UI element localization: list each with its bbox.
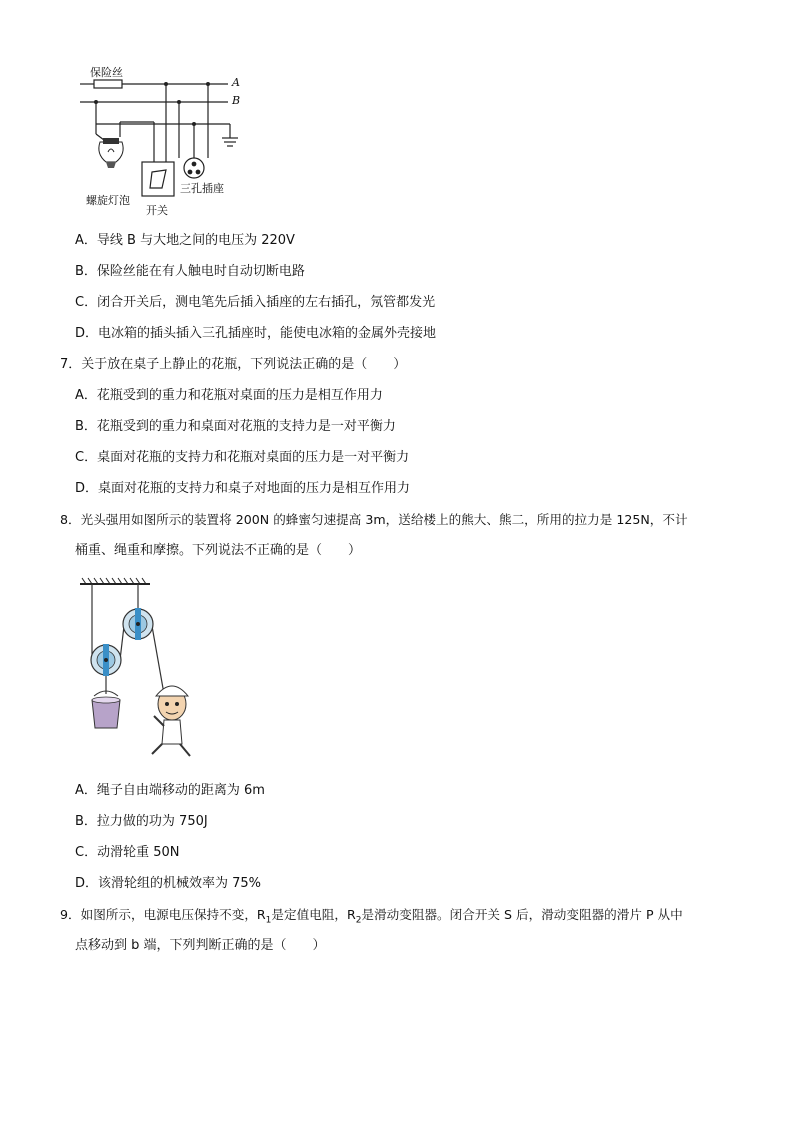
q7-stem: 7．关于放在桌子上静止的花瓶，下列说法正确的是（ ） [60,357,407,372]
q8-option-b: B．拉力做的功为 750J [75,814,208,829]
socket-label: 三孔插座 [180,182,224,195]
bulb-icon [99,138,123,168]
line-a-label: A [232,76,240,89]
q8-stem-line2: 桶重、绳重和摩擦。下列说法不正确的是（ ） [75,543,362,558]
q6-option-b: B．保险丝能在有人触电时自动切断电路 [75,264,305,279]
q9-stem-line1 [60,907,683,929]
q8-stem-line1: 8．光头强用如图所示的装置将 200N 的蜂蜜匀速提高 3m，送给楼上的熊大、熊二，所用的拉力是 125N，不计 [60,512,688,527]
q9-text-part1: 9．如图所示，电源电压保持不变，R [60,907,266,922]
fuse-label: 保险丝 [90,66,123,79]
switch-label: 开关 [146,204,168,217]
q7-option-a: A．花瓶受到的重力和花瓶对桌面的压力是相互作用力 [75,388,383,403]
q9-text-part2: 是定值电阻，R [271,907,356,922]
pulley-figure [78,576,203,766]
line-b-label: B [232,94,241,107]
q6-option-c: C．闭合开关后，测电笔先后插入插座的左右插孔，氖管都发光 [75,295,436,310]
q9-text-part3: 是滑动变阻器。闭合开关 S 后，滑动变阻器的滑片 P 从中 [361,907,683,922]
r1-subscript: 1 [265,915,272,926]
household-circuit-figure [70,62,260,222]
q8-option-d: D．该滑轮组的机械效率为 75% [75,876,262,891]
bulb-label: 螺旋灯泡 [86,194,130,207]
character-illustration [152,686,190,756]
q7-option-c: C．桌面对花瓶的支持力和花瓶对桌面的压力是一对平衡力 [75,450,410,465]
q8-option-a: A．绳子自由端移动的距离为 6m [75,783,265,798]
q6-option-d: D．电冰箱的插头插入三孔插座时，能使电冰箱的金属外壳接地 [75,326,437,341]
q7-option-d: D．桌面对花瓶的支持力和桌子对地面的压力是相互作用力 [75,481,411,496]
q6-option-a: A．导线 B 与大地之间的电压为 220V [75,233,295,248]
q9-stem-line2: 点移动到 b 端，下列判断正确的是（ ） [75,938,326,953]
r2-subscript: 2 [355,915,362,926]
q8-option-c: C．动滑轮重 50N [75,845,180,860]
q7-option-b: B．花瓶受到的重力和桌面对花瓶的支持力是一对平衡力 [75,419,396,434]
pulley-diagram [78,576,203,766]
